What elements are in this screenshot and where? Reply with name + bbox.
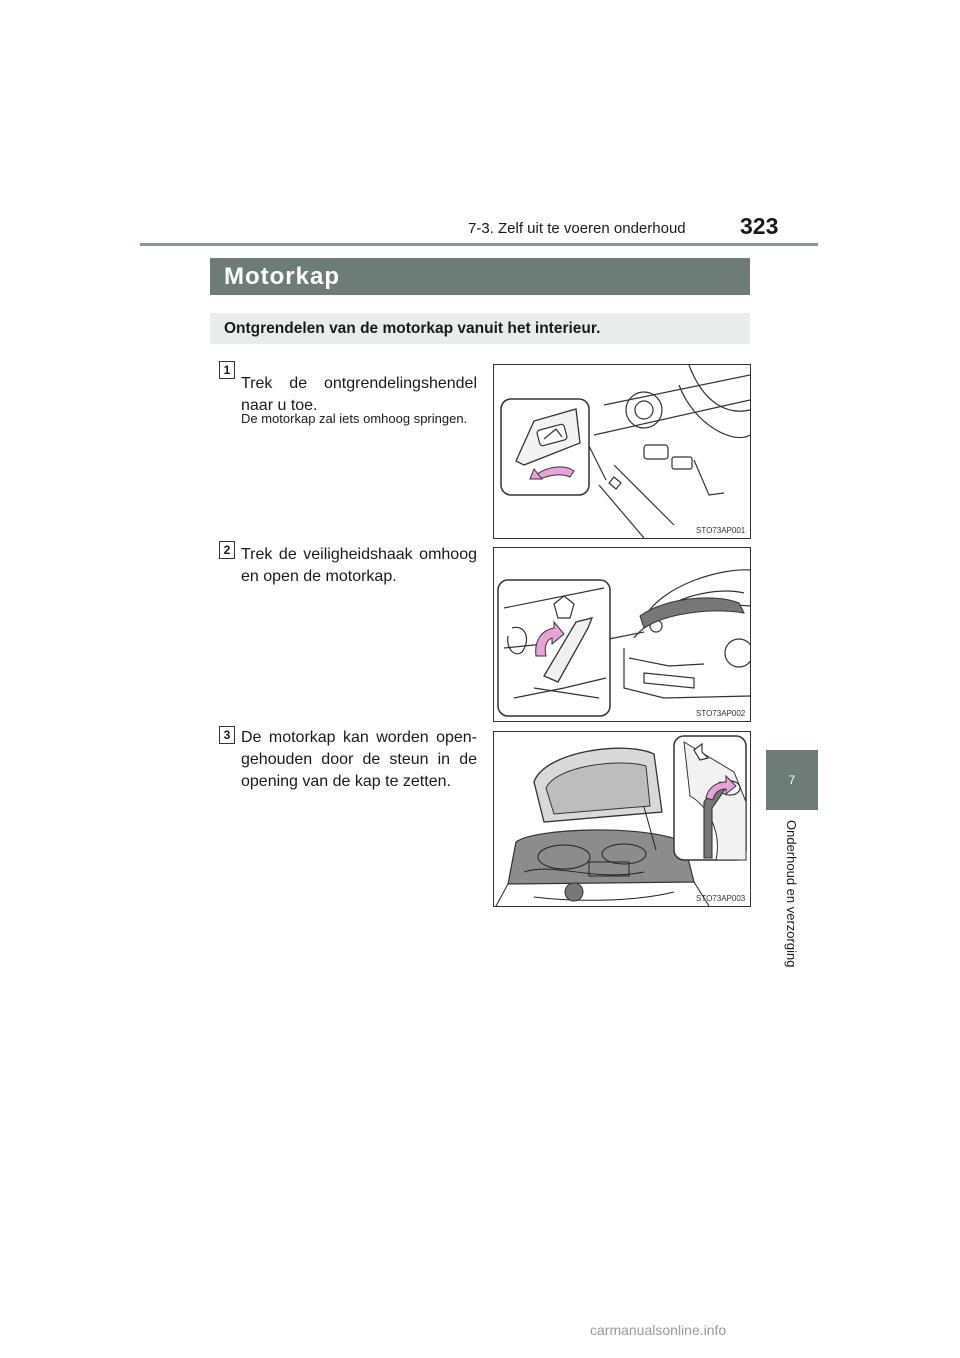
- illustration-hood-support-rod: [493, 731, 751, 907]
- hood-release-lever-drawing: [494, 365, 750, 538]
- illustration-hood-release-lever: [493, 364, 751, 539]
- chapter-tab-number: 7: [766, 750, 818, 810]
- page-number: 323: [740, 213, 779, 239]
- header-divider: [140, 243, 818, 246]
- step-note-1: De motorkap zal iets omhoog springen.: [241, 411, 468, 426]
- illustration-code-1: STO73AP001: [696, 526, 746, 535]
- step-number-2: 2: [219, 541, 235, 559]
- section-breadcrumb: 7-3. Zelf uit te voeren onderhoud: [468, 220, 686, 237]
- step-text-1: Trek de ontgrendelingshendel naar u toe.: [241, 375, 477, 414]
- illustration-code-3: STO73AP003: [696, 894, 746, 903]
- chapter-label-text: Onderhoud en verzorging: [784, 820, 799, 968]
- watermark: carmanualsonline.info: [590, 1322, 727, 1338]
- chapter-tab-label: [780, 820, 804, 990]
- step-text-3: De motorkap kan worden open-gehouden door de steun in de opening van de kap te zetten.: [241, 729, 477, 790]
- illustration-safety-catch: [493, 547, 751, 722]
- step-number-3: 3: [219, 726, 235, 744]
- hood-support-rod-drawing: [494, 732, 750, 906]
- subheading: Ontgrendelen van de motorkap vanuit het interieur.: [210, 313, 750, 344]
- step-number-1: 1: [219, 361, 235, 379]
- step-text-2: Trek de veiligheidshaak omhoog en open de motorkap.: [241, 546, 477, 585]
- section-title: Motorkap: [210, 258, 750, 295]
- illustration-code-2: STO73AP002: [696, 709, 746, 718]
- safety-catch-drawing: [494, 548, 750, 721]
